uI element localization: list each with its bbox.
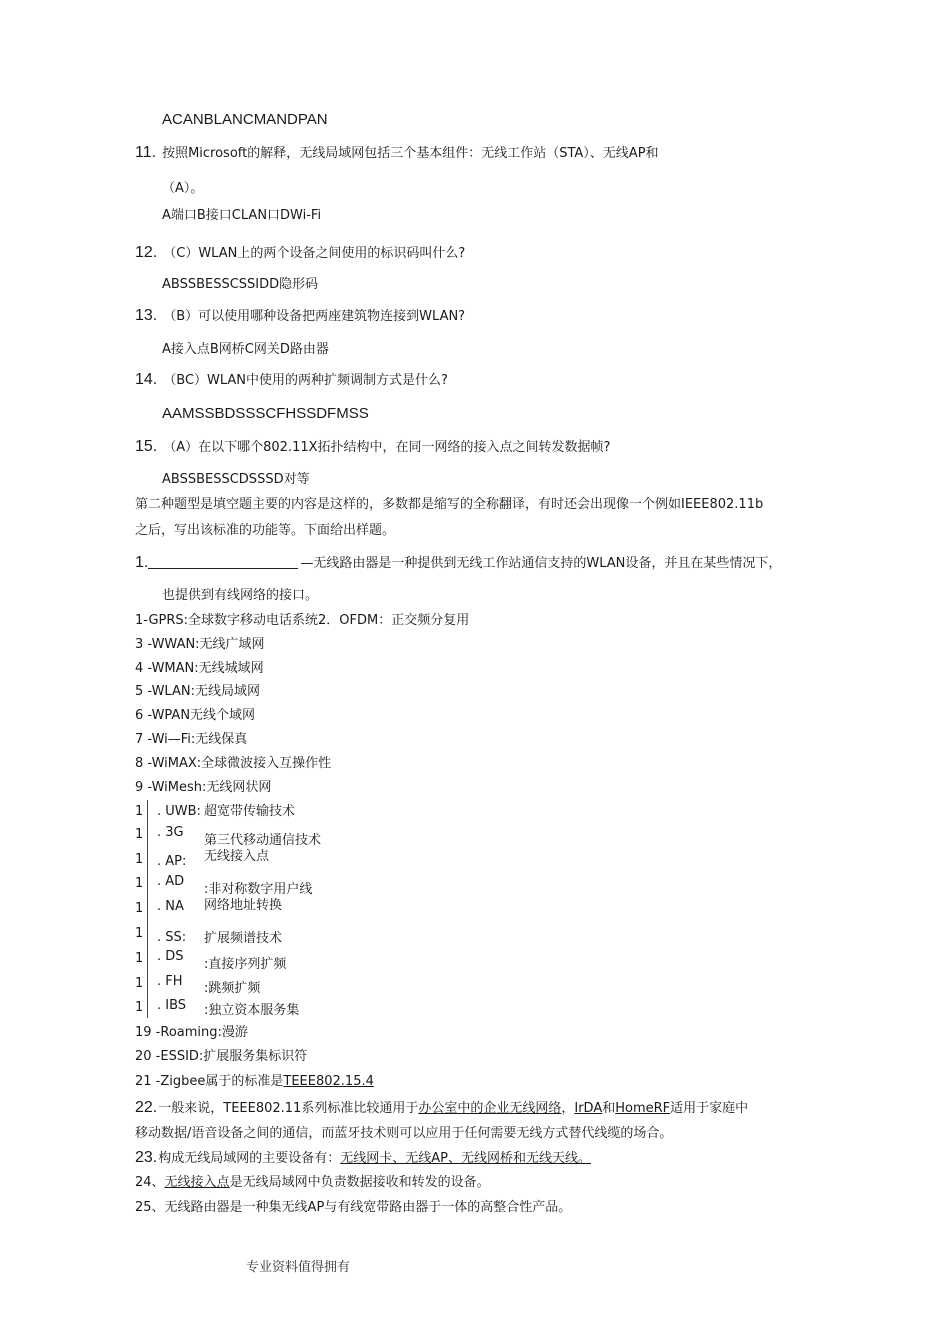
question-25 bbox=[135, 1199, 571, 1217]
answer: 无线接入点 bbox=[164, 1175, 230, 1190]
question-number: 1. bbox=[135, 554, 149, 571]
abbr-desc: 第三代移动通信技术 bbox=[204, 833, 322, 848]
question-text: 和 bbox=[602, 1101, 616, 1116]
question-23 bbox=[135, 1149, 591, 1168]
question-text: 构成无线局域网的主要设备有： bbox=[158, 1151, 341, 1166]
page-footer: 专业资料值得拥有 bbox=[246, 1260, 351, 1275]
abbr-row bbox=[135, 803, 143, 821]
question-number: 23. bbox=[135, 1149, 158, 1166]
section-intro-line-1: 第二种题型是填空题主要的内容是这样的，多数都是缩写的全称翻译，有时还会出现像一个例如IEEE802.11b bbox=[135, 497, 764, 512]
term-19: 19 -Roaming:漫游 bbox=[135, 1025, 248, 1040]
abbr-row bbox=[135, 925, 143, 943]
abbr-term: . AD bbox=[157, 874, 185, 889]
abbr-term: . IBS bbox=[157, 998, 187, 1013]
question-12 bbox=[135, 244, 465, 263]
term-21-text: 21 -Zigbee属于的标准是 bbox=[135, 1074, 284, 1089]
term-21 bbox=[135, 1073, 374, 1091]
question-22-cont: 移动数据/语音设备之间的通信，而蓝牙技术则可以应用于任何需要无线方式替代线缆的场合。 bbox=[135, 1126, 673, 1141]
abbr-row bbox=[135, 950, 143, 968]
question-number: 25、 bbox=[135, 1200, 165, 1215]
abbr-row bbox=[135, 975, 143, 993]
term-8: 8 -WiMAX:全球微波接入互操作性 bbox=[135, 756, 332, 771]
term-6: 6 -WPAN无线个域网 bbox=[135, 708, 256, 723]
abbr-number: 1 bbox=[135, 876, 144, 891]
question-13-options: A接入点B网桥C网关D路由器 bbox=[162, 342, 329, 357]
question-number: 12. bbox=[135, 244, 158, 261]
abbr-term: . 3G bbox=[157, 825, 184, 840]
abbr-term: . AP: bbox=[157, 854, 187, 869]
question-text: （C）WLAN上的两个设备之间使用的标识码叫什么? bbox=[163, 246, 466, 261]
abbr-desc: :非对称数字用户线 bbox=[204, 882, 313, 897]
abbr-term: . FH bbox=[157, 974, 183, 989]
question-number: 11. bbox=[135, 144, 157, 161]
question-text: 一般来说，TEEE802.11系列标准比较通用于 bbox=[158, 1101, 419, 1116]
abbr-number: 1 bbox=[135, 1000, 144, 1015]
term-9: 9 -WiMesh:无线网状网 bbox=[135, 780, 272, 795]
fill-question-1-cont: 也提供到有线网络的接口。 bbox=[162, 588, 319, 603]
abbr-desc: :跳频扩频 bbox=[204, 981, 261, 996]
term-20: 20 -ESSID:扩展服务集标识符 bbox=[135, 1049, 308, 1064]
abbr-desc: 超宽带传输技术 bbox=[204, 804, 296, 819]
term-5: 5 -WLAN:无线局域网 bbox=[135, 684, 260, 699]
abbr-term: . SS: bbox=[157, 930, 187, 945]
question-number: 22. bbox=[135, 1099, 158, 1116]
question-11-options: A端口B接口CLAN口DWi-Fi bbox=[162, 208, 322, 223]
question-text: 是无线局域网中负责数据接收和转发的设备。 bbox=[229, 1175, 490, 1190]
question-text: 适用于家庭中 bbox=[670, 1101, 749, 1116]
abbr-row bbox=[135, 900, 143, 918]
abbr-desc: 无线接入点 bbox=[204, 849, 270, 864]
abbr-desc: 扩展频谱技术 bbox=[204, 931, 283, 946]
abbr-row bbox=[135, 826, 143, 844]
abbr-desc: :直接序列扩频 bbox=[204, 957, 287, 972]
abbr-row bbox=[135, 875, 143, 893]
term-4: 4 -WMAN:无线城域网 bbox=[135, 661, 264, 676]
abbr-term: . DS bbox=[157, 949, 184, 964]
fill-question-1 bbox=[135, 554, 781, 573]
section-intro-line-2: 之后，写出该标准的功能等。下面给出样题。 bbox=[135, 523, 396, 538]
question-15-options: ABSSBESSCDSSSD对等 bbox=[162, 472, 310, 487]
abbr-number: 1 bbox=[135, 827, 144, 842]
term-7: 7 -Wi—Fi:无线保真 bbox=[135, 732, 248, 747]
abbr-row bbox=[135, 851, 143, 869]
answer-blank bbox=[148, 554, 298, 569]
column-divider bbox=[147, 800, 148, 1018]
question-13 bbox=[135, 307, 465, 326]
question-text: 按照Microsoft的解释，无线局域网包括三个基本组件：无线工作站（STA）、无线AP和 bbox=[162, 146, 659, 161]
question-15 bbox=[135, 438, 610, 457]
question-text: —无线路由器是一种提供到无线工作站通信支持的WLAN设备，并且在某些情况下， bbox=[300, 556, 782, 571]
answer-3: HomeRF bbox=[615, 1101, 671, 1116]
q10-options: ACANBLANCMANDPAN bbox=[162, 111, 328, 128]
answer: 无线网卡、无线AP、无线网桥和无线天线。 bbox=[340, 1151, 591, 1166]
term-1-2: 1-GPRS:全球数字移动电话系统2．OFDM：正交频分复用 bbox=[135, 613, 470, 628]
question-text: ， bbox=[561, 1101, 575, 1116]
question-number: 24、 bbox=[135, 1175, 165, 1190]
question-number: 14. bbox=[135, 371, 158, 388]
question-14 bbox=[135, 371, 448, 390]
abbr-desc: :独立资本服务集 bbox=[204, 1003, 300, 1018]
question-11 bbox=[135, 144, 659, 163]
question-number: 13. bbox=[135, 307, 158, 324]
question-24 bbox=[135, 1174, 490, 1192]
abbr-number: 1 bbox=[135, 804, 144, 819]
question-22 bbox=[135, 1099, 748, 1118]
abbr-number: 1 bbox=[135, 852, 144, 867]
abbr-number: 1 bbox=[135, 926, 144, 941]
question-text: （A）在以下哪个802.11X拓扑结构中，在同一网络的接入点之间转发数据帧? bbox=[163, 440, 611, 455]
answer-2: IrDA bbox=[574, 1101, 603, 1116]
question-11-cont: （A）。 bbox=[162, 181, 204, 196]
question-text: 无线路由器是一种集无线AP与有线宽带路由器于一体的高整合性产品。 bbox=[164, 1200, 572, 1215]
abbr-term: . NA bbox=[157, 899, 184, 914]
abbr-term: . UWB: bbox=[157, 804, 201, 819]
question-12-options: ABSSBESSCSSIDD隐形码 bbox=[162, 277, 319, 292]
term-21-answer: TEEE802.15.4 bbox=[283, 1074, 374, 1089]
abbr-number: 1 bbox=[135, 976, 144, 991]
question-text: （B）可以使用哪种设备把两座建筑物连接到WLAN? bbox=[163, 309, 466, 324]
question-number: 15. bbox=[135, 438, 158, 455]
abbr-number: 1 bbox=[135, 901, 144, 916]
abbr-row bbox=[135, 999, 143, 1017]
question-14-options: AAMSSBDSSSCFHSSDFMSS bbox=[162, 405, 369, 422]
answer-1: 办公室中的企业无线网络 bbox=[418, 1101, 562, 1116]
term-3: 3 -WWAN:无线广域网 bbox=[135, 637, 265, 652]
abbr-desc: 网络地址转换 bbox=[204, 898, 283, 913]
question-text: （BC）WLAN中使用的两种扩频调制方式是什么? bbox=[163, 373, 448, 388]
abbr-number: 1 bbox=[135, 951, 144, 966]
